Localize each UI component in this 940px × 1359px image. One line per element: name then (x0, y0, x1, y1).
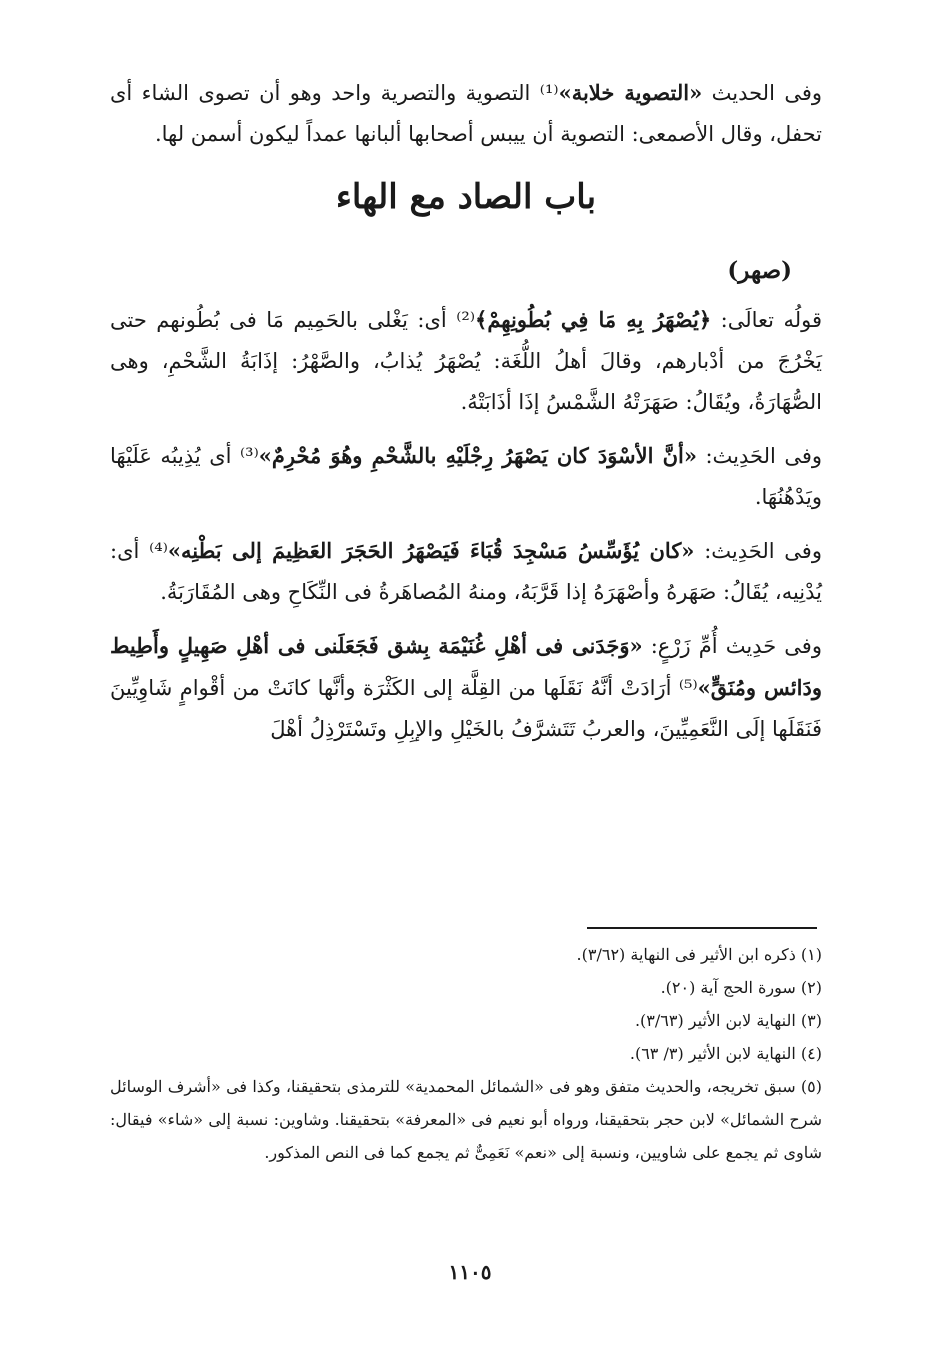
paragraph-hadith-3 (110, 625, 822, 750)
intro-quote: «التصوية خلابة» (558, 80, 703, 105)
p1-rest: ⁽²⁾ أى: يَغْلى بالحَمِيم مَا فى بُطُونهم حتى يَخْرُجَ من أدْبارهم، وقالَ أهلُ اللُّغَة: يُصْهَرُ يُذابُ، والصَّهْرُ: إذَابَةُ الشَّحْمِ، وهى الصُّهَارَةُ، ويُقَالُ: صَهَرَتْهُ الشَّمْسُ إذَا أذَابَتْهُ. (110, 308, 822, 414)
page-body (110, 72, 822, 750)
footnote-1: (١) ذكره ابن الأثير فى النهاية (٣/٦٢). (576, 945, 822, 964)
p3-rest: ⁽⁴⁾ أى: يُدْنِيه، يُقَالُ: صَهَرهُ وأصْهَرَهُ إذا قَرَّبَهُ، ومنهُ المُصاهَرةُ فى النِّكَاحِ وهى المُقَارَبَةُ. (110, 539, 822, 604)
intro-rest: ⁽¹⁾ التصوية والتصرية واحد وهو أن تصوى الشاء أى تحفل، وقال الأصمعى: التصوية أن ييبس أصحابها ألبانها عمداً ليكون أسمن لها. (110, 81, 822, 146)
footnote-5: (٥) سبق تخريجه، والحديث متفق وهو فى «الشمائل المحمدية» للترمذى بتحقيقنا، وكذا فى «أشرف الوسائل شرح الشمائل» لابن حجر بتحقيقنا، ورواه أبو نعيم فى «المعرفة» بتحقيقنا. وشاوين: نسبة إلى «شاء» فيقال: شاوى ثم يجمع على شاويين، ونسبة إلى «نعم» نَعَمِىٌّ ثم يجمع كما فى النص المذكور. (110, 1077, 823, 1162)
p2-start: وفى الحَدِيث: (696, 444, 823, 468)
footnote-divider (587, 927, 817, 929)
entry-heading: (صهر) (727, 257, 792, 284)
p3-quote: «كان يُؤَسِّسُ مَسْجِدَ قُبَاءَ فَيَصْهَرُ الحَجَرَ العَظِيمَ إلى بَطْنِه» (167, 538, 695, 563)
p4-start: وفى حَدِيث أُمِّ زَرْعٍ: (642, 634, 822, 658)
footnote-3: (٣) النهاية لابن الأثير (٣/٦٣). (634, 1011, 822, 1030)
chapter-heading: باب الصاد مع الهاء (335, 177, 597, 217)
p2-rest: ⁽³⁾ أى يُذِيبُه عَلَيْهَا ويَدْهُنُهَا. (110, 444, 822, 509)
footnote-2: (٢) سورة الحج آية (٢٠). (660, 978, 822, 997)
intro-paragraph (110, 72, 822, 155)
p4-quote: «وَجَدَنى فى أهْلِ غُنَيْمَة بِشق فَجَعَلَنى فى أهْلِ صَهِيلٍ وأَطِيط ودَائس ومُنَقٍّ» (110, 633, 822, 700)
page-number: ١١٠٥ (448, 1260, 492, 1284)
p1-start: قولُه تعالَى: (711, 308, 823, 332)
p1-verse: ﴿يُصْهَرُ بِهِ مَا فِي بُطُونِهِمْ﴾ (475, 307, 712, 332)
p3-start: وفى الحَدِيث: (694, 539, 822, 563)
p2-quote: «أنَّ الأسْوَدَ كان يَصْهَرُ رِجْلَيْهِ بالشَّحْمِ وهُوَ مُحْرِمٌ» (258, 443, 697, 468)
paragraph-hadith-2 (110, 530, 822, 613)
intro-start: وفى الحديث (702, 81, 823, 105)
footnotes (110, 938, 822, 1169)
paragraph-hadith-1 (110, 435, 822, 518)
paragraph-verse (110, 299, 822, 423)
p4-rest: ⁽⁵⁾ أرَادَتْ أنَّهُ نَقَلَها من القِلَّة إلى الكَثْرَة وأنَّها كانَتْ من أقْوامٍ شَاوِيِّينَ فَنَقَلَها إلَى النَّعَمِيِّينَ، والعربُ تَتَشرَّفُ بالخَيْلِ والإبِلِ وتَسْتَرْذِلُ أهْلَ (110, 676, 822, 741)
footnote-4: (٤) النهاية لابن الأثير (٣/ ٦٣). (629, 1044, 822, 1063)
